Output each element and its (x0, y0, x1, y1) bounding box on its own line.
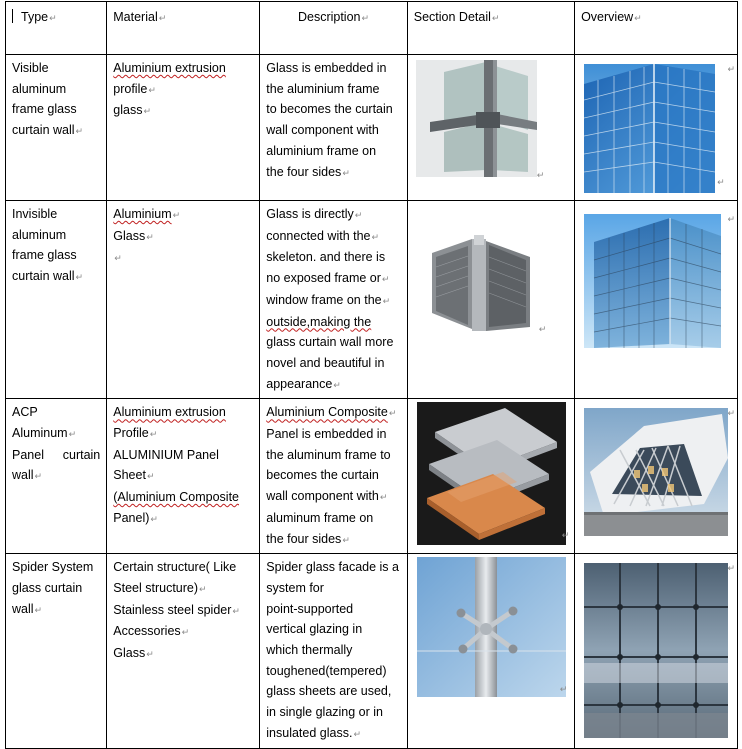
overview-cell: ↵ (575, 201, 738, 399)
composite-panels-illustration (417, 402, 566, 545)
invisible-frame-illustration (422, 233, 540, 336)
spider-fitting-image (417, 557, 566, 697)
material-cell: Aluminium↵ Glass↵ ↵ (107, 201, 260, 399)
spider-glass-wall-image (584, 563, 728, 738)
table-row (6, 201, 738, 399)
table-row (6, 55, 738, 201)
description-cell: Glass is embedded in the aluminium frame to becomes the curtain wall component with aluminium frame on the four sides↵ (260, 55, 408, 201)
text-cursor (12, 9, 13, 23)
description-cell: Aluminium Composite↵ Panel is embedded in the aluminum frame to becomes the curtain wall component with↵ aluminum frame on the four sides↵ (260, 399, 408, 554)
header-description: Description↵ (260, 2, 408, 55)
header-material: Material↵ (107, 2, 260, 55)
section-detail-cell: ↵ (407, 55, 574, 201)
overview-cell: ↵ ↵ (575, 55, 738, 201)
header-overview: Overview↵ (575, 2, 738, 55)
section-detail-cell: ↵ (407, 399, 574, 554)
section-detail-cell: ↵ (407, 554, 574, 748)
material-cell: Certain structure( Like Steel structure)↵ Stainless steel spider↵ Accessories↵ Glass↵ (107, 554, 260, 748)
spider-glass-wall-illustration (584, 563, 728, 738)
header-type: Type↵ (6, 2, 107, 55)
curtain-wall-table (5, 1, 738, 749)
description-cell: Glass is directly↵ connected with the↵ skeleton. and there is no exposed frame or↵ window frame on the↵ outside,making the glass curtain wall more novel and beautiful in appearance↵ (260, 201, 408, 399)
header-row (6, 2, 738, 55)
section-detail-cell: ↵ (407, 201, 574, 399)
composite-panels-image (417, 402, 566, 545)
modern-facade-building-image (584, 408, 728, 536)
type-cell: ACP Aluminum↵ Panel curtain wall↵ (6, 399, 107, 554)
visible-frame-section-image (416, 60, 537, 177)
type-cell: Spider System glass curtain wall↵ (6, 554, 107, 748)
spider-fitting-illustration (417, 557, 566, 697)
overview-cell: ↵ (575, 554, 738, 748)
material-cell: Aluminium extrusion Profile↵ ALUMINIUM Panel Sheet↵ (Aluminium Composite Panel)↵ (107, 399, 260, 554)
table-row (6, 399, 738, 554)
overview-cell: ↵ (575, 399, 738, 554)
type-cell: Visible aluminum frame glass curtain wall↵ (6, 55, 107, 201)
description-cell: Spider glass facade is a system for point-supported vertical glazing in which thermally toughened(tempered) glass sheets are used, in single glazing or in insulated glass.↵ (260, 554, 408, 748)
material-cell: Aluminium extrusion profile↵ glass↵ (107, 55, 260, 201)
blue-building-illustration (584, 64, 715, 193)
blue-glass-building-image (584, 64, 715, 193)
visible-frame-illustration (416, 60, 537, 177)
table-row (6, 554, 738, 748)
header-section-detail: Section Detail↵ (407, 2, 574, 55)
glass-tower-illustration (584, 214, 721, 348)
invisible-frame-section-image (422, 233, 540, 336)
modern-facade-illustration (584, 408, 728, 536)
glass-tower-image (584, 214, 721, 348)
type-cell: Invisible aluminum frame glass curtain wall↵ (6, 201, 107, 399)
